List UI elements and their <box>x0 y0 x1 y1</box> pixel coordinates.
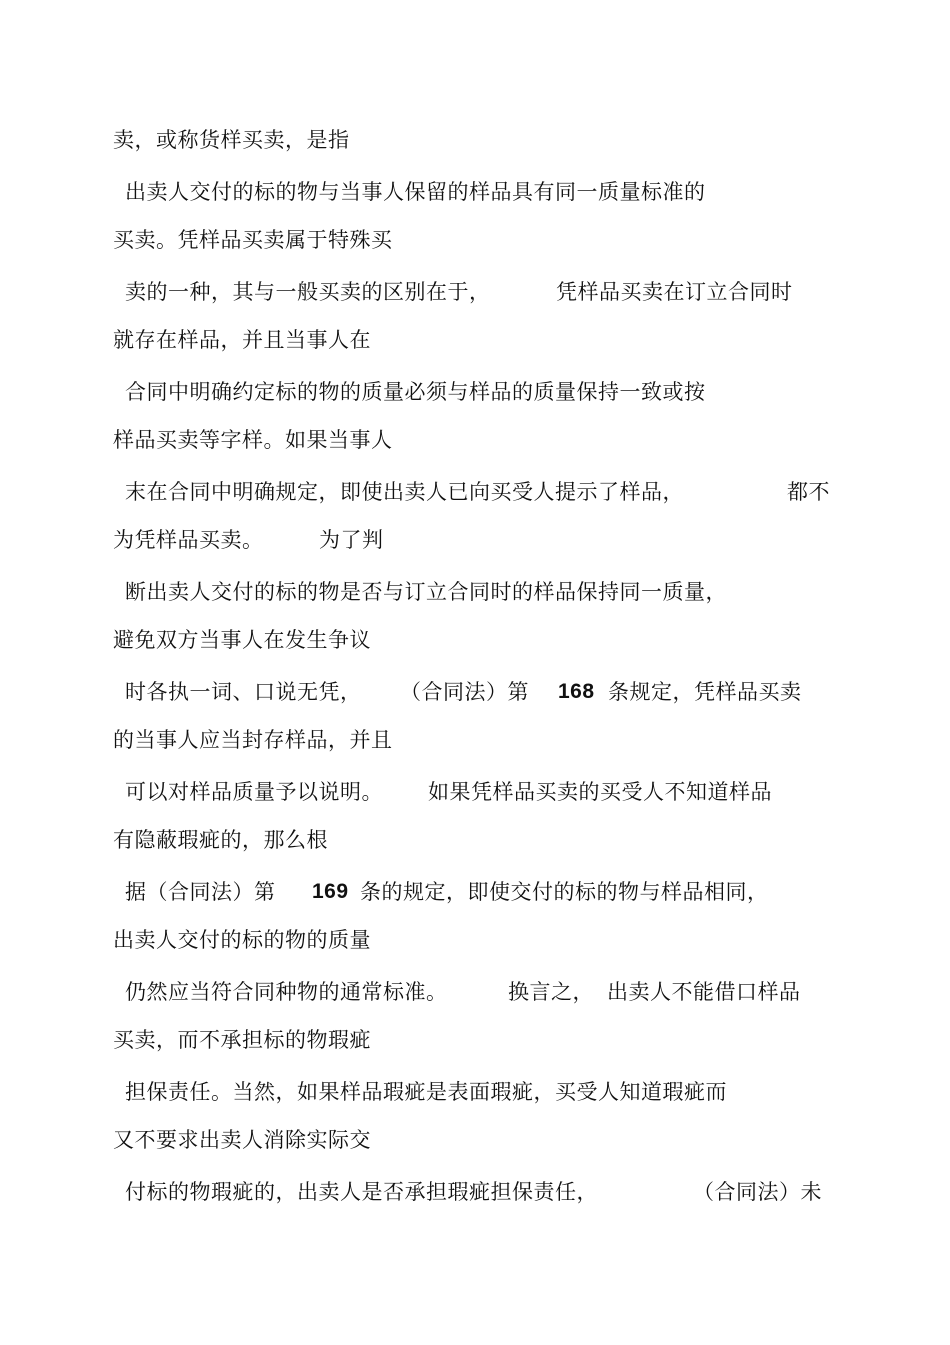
text-line: 为了判 <box>319 528 384 552</box>
text-line: 有隐蔽瑕疵的，那么根 <box>113 828 328 852</box>
text-line: 都不 <box>787 480 830 504</box>
text-line: 据（合同法）第 <box>125 880 276 904</box>
text-line: 末在合同中明确规定，即使出卖人已向买受人提示了样品， <box>125 480 684 504</box>
text-line: 付标的物瑕疵的，出卖人是否承担瑕疵担保责任， <box>125 1180 598 1204</box>
text-line: 出卖人不能借口样品 <box>607 980 801 1004</box>
text-line: 为凭样品买卖。 <box>113 528 264 552</box>
text-line: 卖的一种，其与一般买卖的区别在于， <box>125 280 491 304</box>
text-line: 凭样品买卖在订立合同时 <box>556 280 793 304</box>
article-number: 168 <box>558 680 595 703</box>
text-line: 卖，或称货样买卖，是指 <box>113 128 350 152</box>
text-line: 条规定，凭样品买卖 <box>608 680 802 704</box>
text-line: 换言之， <box>508 980 594 1004</box>
text-line: （合同法）未 <box>693 1180 822 1204</box>
article-number: 169 <box>312 880 349 903</box>
text-line: 样品买卖等字样。如果当事人 <box>113 428 393 452</box>
text-line: 就存在样品，并且当事人在 <box>113 328 371 352</box>
text-line: 合同中明确约定标的物的质量必须与样品的质量保持一致或按 <box>125 380 706 404</box>
text-line: 担保责任。当然，如果样品瑕疵是表面瑕疵，买受人知道瑕疵而 <box>125 1080 727 1104</box>
text-line: 出卖人交付的标的物与当事人保留的样品具有同一质量标准的 <box>125 180 706 204</box>
text-line: 断出卖人交付的标的物是否与订立合同时的样品保持同一质量， <box>125 580 727 604</box>
text-line: 仍然应当符合同种物的通常标准。 <box>125 980 448 1004</box>
text-line: （合同法）第 <box>400 680 529 704</box>
text-line: 如果凭样品买卖的买受人不知道样品 <box>428 780 772 804</box>
text-line: 时各执一词、口说无凭， <box>125 680 362 704</box>
text-line: 避免双方当事人在发生争议 <box>113 628 371 652</box>
text-line: 条的规定，即使交付的标的物与样品相同， <box>360 880 769 904</box>
text-line: 又不要求出卖人消除实际交 <box>113 1128 371 1152</box>
text-line: 可以对样品质量予以说明。 <box>125 780 383 804</box>
text-line: 买卖，而不承担标的物瑕疵 <box>113 1028 371 1052</box>
text-line: 买卖。凭样品买卖属于特殊买 <box>113 228 393 252</box>
text-line: 的当事人应当封存样品，并且 <box>113 728 393 752</box>
text-line: 出卖人交付的标的物的质量 <box>113 928 371 952</box>
